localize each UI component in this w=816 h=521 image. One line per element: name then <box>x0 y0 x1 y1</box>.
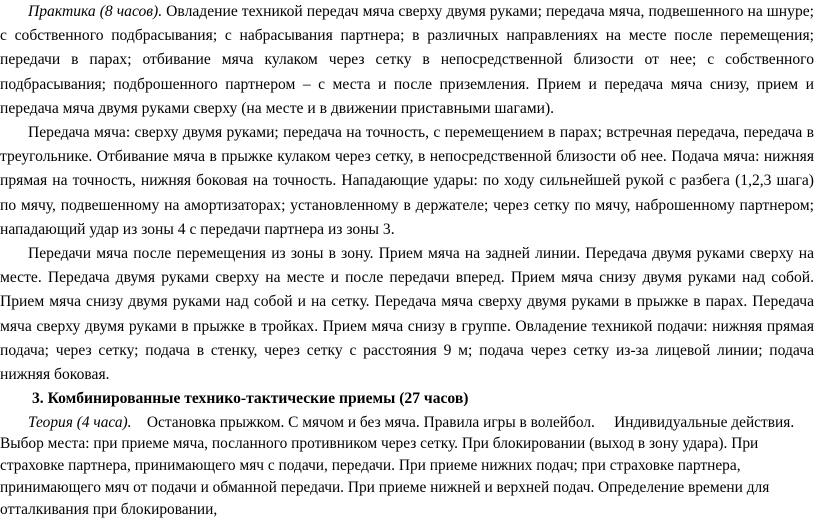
paragraph-theory <box>0 412 816 521</box>
paragraph-practice <box>0 0 816 121</box>
theory-text: Остановка прыжком. С мячом и без мяча. Правила игры в волейбол. Индивидуальные действия. Выбор места: при приеме мяча, посланного противником через сетку. При блокировании (выход в зону удара). При страховке партнера, принимающего мяч с подачи, передачи. При приеме нижних подач; при страховке партнера, принимающего мяч от подачи и обманной передачи. При приеме нижней и верхней подач. Определение времени для отталкивания при блокировании, <box>0 413 799 518</box>
paragraph-passing <box>0 121 816 242</box>
paragraph-zones <box>0 242 816 387</box>
practice-label: Практика (8 часов). <box>28 3 163 20</box>
zones-text: Передачи мяча после перемещения из зоны в зону. Прием мяча на задней линии. Передача двумя руками сверху на месте. Передача двумя руками сверху на месте и после передачи вперед. Прием мяча снизу двумя руками над собой. Прием мяча снизу двумя руками над собой и на сетку. Передача мяча сверху двумя руками в прыжке в парах. Передача мяча сверху двумя руками в прыжке в тройках. Прием мяча снизу в группе. Овладение техникой подачи: нижняя прямая подача; через сетку; подача в стенку, через сетку с расстояния 9 м; подача через сетку из-за лицевой линии; подача нижняя боковая. <box>0 245 814 384</box>
practice-text: Овладение техникой передач мяча сверху двумя руками; передача мяча, подвешенного на шнуре; с собственного подбрасывания; с набрасывания партнера; в различных направлениях на месте после перемещения; передачи в парах; отбивание мяча кулаком через сетку в непосредственной близости от нее; с собственного подбрасывания; подброшенного партнером – с места и после приземления. Прием и передача мяча снизу, прием и передача мяча двумя руками сверху (на месте и в движении приставными шагами). <box>0 3 814 117</box>
passing-text: Передача мяча: сверху двумя руками; передача на точность, с перемещением в парах; встречная передача, передача в треугольнике. Отбивание мяча в прыжке кулаком через сетку, в непосредственной близости об нее. Подача мяча: нижняя прямая на точность, нижняя боковая на точность. Нападающие удары: по ходу сильнейшей рукой с разбега (1,2,3 шага) по мячу, подвешенному на амортизаторах; установленному в держателе; через сетку по мячу, наброшенному партнером; нападающий удар из зоны 4 с передачи партнера из зоны 3. <box>0 124 814 238</box>
section-heading: 3. Комбинированные технико-тактические приемы (27 часов) <box>32 390 469 408</box>
theory-label: Теория (4 часа). <box>28 413 132 431</box>
